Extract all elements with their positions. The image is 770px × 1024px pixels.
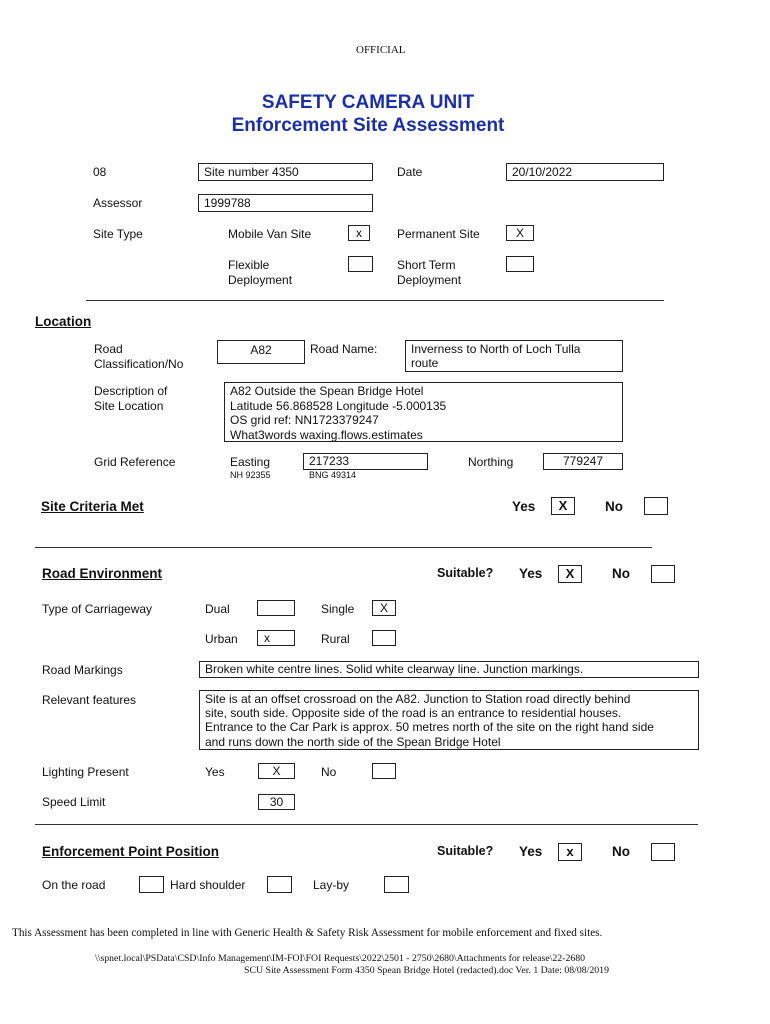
date-label: Date <box>397 165 423 179</box>
short-term-label: Short Term <box>397 258 456 272</box>
description-line: A82 Outside the Spean Bridge Hotel <box>230 384 424 398</box>
assessor-field[interactable]: 1999788 <box>198 194 373 212</box>
grid-reference-label: Grid Reference <box>94 455 176 469</box>
lighting-yes-checkbox[interactable]: X <box>258 763 295 779</box>
road-name-label: Road Name: <box>310 342 378 356</box>
description-label: Description of <box>94 384 168 398</box>
description-line: What3words waxing.flows.estimates <box>230 427 423 442</box>
rural-checkbox[interactable] <box>372 630 396 646</box>
northing-label: Northing <box>468 455 514 469</box>
lighting-no-checkbox[interactable] <box>372 763 396 779</box>
enforcement-no-checkbox[interactable] <box>651 843 675 861</box>
form-subtitle: Enforcement Site Assessment <box>231 115 505 136</box>
on-road-label: On the road <box>42 878 106 892</box>
document-reference: SCU Site Assessment Form 4350 Spean Bridge Hotel (redacted).doc Ver. 1 Date: 08/08/2019 <box>244 965 609 976</box>
divider <box>86 300 664 301</box>
features-line: Entrance to the Car Park is approx. 50 metres north of the site on the right hand side <box>205 720 654 735</box>
flexible-label-2: Deployment <box>228 273 293 287</box>
northing-field[interactable]: 779247 <box>543 453 623 470</box>
enforcement-yes-label: Yes <box>519 844 543 859</box>
single-label: Single <box>321 602 355 616</box>
road-yes-label: Yes <box>519 566 543 581</box>
assessment-statement: This Assessment has been completed in line with Generic Health & Safety Risk Assessment for mobile enforcement and fixed sites. <box>12 927 603 939</box>
road-no-checkbox[interactable] <box>651 565 675 583</box>
enforcement-heading: Enforcement Point Position <box>42 844 220 859</box>
on-road-checkbox[interactable] <box>139 876 164 893</box>
speed-limit-field[interactable]: 30 <box>258 794 295 810</box>
lighting-label: Lighting Present <box>42 765 129 779</box>
enforcement-suitable-label: Suitable? <box>437 844 494 858</box>
road-name-line: Inverness to North of Loch Tulla <box>411 342 581 356</box>
location-heading: Location <box>35 314 92 329</box>
features-line: site, south side. Opposite side of the road is an entrance to residential houses. <box>205 706 622 721</box>
features-line: Site is at an offset crossroad on the A82. Junction to Station road directly behind <box>205 692 631 706</box>
dual-label: Dual <box>205 602 230 616</box>
site-criteria-yes-label: Yes <box>512 499 536 514</box>
bng-note: BNG 49314 <box>309 470 357 480</box>
road-class-label-2: Classification/No <box>94 357 184 371</box>
description-line: OS grid ref: NN1723379247 <box>230 413 379 428</box>
road-no-label: No <box>612 566 630 581</box>
site-criteria-no-checkbox[interactable] <box>644 497 668 515</box>
document-path: \\spnet.local\PSData\CSD\Info Management\IM-FOI\FOI Requests\2022\2501 - 2750\2680\Attachments for release\22-2680 <box>95 953 586 964</box>
layby-label: Lay-by <box>313 878 350 892</box>
urban-label: Urban <box>205 632 238 646</box>
single-checkbox[interactable]: X <box>372 600 396 616</box>
permanent-site-checkbox[interactable]: X <box>506 225 534 241</box>
easting-field[interactable]: 217233 <box>303 453 428 470</box>
layby-checkbox[interactable] <box>384 876 409 893</box>
description-line: Latitude 56.868528 Longitude -5.000135 <box>230 398 447 413</box>
urban-checkbox[interactable]: x <box>257 630 295 646</box>
road-markings-field[interactable]: Broken white centre lines. Solid white clearway line. Junction markings. <box>199 661 699 678</box>
enforcement-no-label: No <box>612 844 630 859</box>
mobile-van-label: Mobile Van Site <box>228 227 312 241</box>
lighting-no-label: No <box>321 765 337 779</box>
hard-shoulder-label: Hard shoulder <box>170 878 246 892</box>
short-term-label-2: Deployment <box>397 273 462 287</box>
road-yes-checkbox[interactable]: X <box>558 565 582 583</box>
relevant-features-field[interactable] <box>199 690 699 750</box>
road-class-field[interactable]: A82 <box>217 340 305 364</box>
speed-limit-label: Speed Limit <box>42 795 106 809</box>
road-suitable-label: Suitable? <box>437 566 494 580</box>
divider <box>35 824 698 825</box>
flexible-label: Flexible <box>228 258 270 272</box>
enforcement-yes-checkbox[interactable]: x <box>558 843 582 861</box>
classification-label: OFFICIAL <box>356 44 406 56</box>
rural-label: Rural <box>321 632 350 646</box>
assessor-label: Assessor <box>93 196 143 210</box>
description-field[interactable] <box>224 382 623 442</box>
dual-checkbox[interactable] <box>257 600 295 616</box>
site-criteria-no-label: No <box>605 499 623 514</box>
site-criteria-yes-checkbox[interactable]: X <box>551 497 575 515</box>
road-name-field[interactable] <box>405 340 623 372</box>
nh-note: NH 92355 <box>230 470 271 480</box>
flexible-checkbox[interactable] <box>348 256 373 272</box>
form-ref: 08 <box>93 165 107 179</box>
road-environment-heading: Road Environment <box>42 566 163 581</box>
relevant-features-label: Relevant features <box>42 693 137 707</box>
site-number-field[interactable]: Site number 4350 <box>198 163 373 181</box>
divider <box>35 547 652 548</box>
hard-shoulder-checkbox[interactable] <box>267 876 292 893</box>
site-type-label: Site Type <box>93 227 143 241</box>
mobile-van-checkbox[interactable]: x <box>348 225 370 241</box>
description-label-2: Site Location <box>94 399 164 413</box>
easting-label: Easting <box>230 455 271 469</box>
road-class-label: Road <box>94 342 123 356</box>
short-term-checkbox[interactable] <box>506 256 534 272</box>
features-line: and runs down the north side of the Spean Bridge Hotel <box>205 734 501 749</box>
road-name-line: route <box>411 356 439 370</box>
form-title: SAFETY CAMERA UNIT <box>261 92 475 113</box>
date-field[interactable]: 20/10/2022 <box>506 163 664 181</box>
carriageway-label: Type of Carriageway <box>42 602 153 616</box>
permanent-site-label: Permanent Site <box>397 227 480 241</box>
site-criteria-heading: Site Criteria Met <box>41 499 144 514</box>
lighting-yes-label: Yes <box>205 765 225 779</box>
road-markings-label: Road Markings <box>42 663 123 677</box>
